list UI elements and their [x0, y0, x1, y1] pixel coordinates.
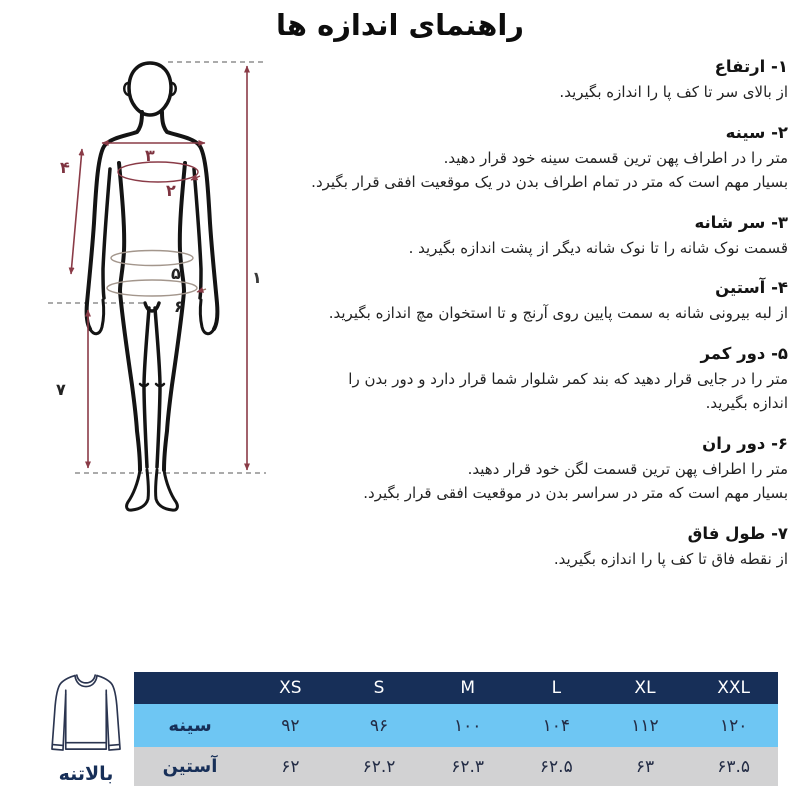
reference-dashed-lines [48, 62, 266, 473]
section-heading: ۷- طول فاق [687, 523, 788, 543]
section-heading: ۶- دور ران [702, 433, 788, 453]
page-title: راهنمای اندازه ها [275, 8, 524, 42]
garment-label: بالاتنه [58, 763, 114, 785]
table-cell: ۶۲.۳ [451, 756, 485, 777]
section-line: بسیار مهم است که متر در تمام اطراف بدن در یک موقعیت افقی قرار بگیرد. [311, 173, 788, 191]
human-body-outline [87, 63, 218, 510]
column-header-l: L [551, 678, 562, 698]
table-cell: ۱۰۰ [453, 715, 482, 736]
table-cell: ۶۲ [281, 756, 300, 777]
table-cell: ۹۶ [369, 715, 389, 736]
sleeve-arrow [71, 149, 82, 274]
label-4: ۴ [60, 158, 70, 177]
row-label-sleeve: آستین [162, 756, 218, 777]
label-7: ۷ [56, 380, 66, 399]
column-header-m: M [460, 678, 475, 698]
table-cell: ۶۲.۵ [539, 756, 573, 777]
section-line: متر را اطراف پهن ترین قسمت لگن خود قرار دهید. [467, 459, 788, 478]
section-line: متر را در اطراف پهن ترین قسمت سینه خود قرار دهید. [443, 148, 788, 167]
section-sleeve [296, 275, 788, 326]
measurement-instructions [296, 54, 788, 586]
section-line: از لبه بیرونی شانه به سمت پایین روی آرنج و تا استخوان مچ اندازه بگیرید. [328, 304, 788, 322]
row-label-chest: سینه [168, 715, 212, 736]
size-table-header-row [134, 672, 778, 704]
column-header-s: S [373, 678, 385, 698]
body-measurement-diagram [40, 55, 275, 520]
table-cell: ۶۳ [635, 756, 655, 777]
section-waist [296, 341, 788, 416]
section-heading: ۱- ارتفاع [714, 57, 788, 76]
chest-row [134, 704, 778, 747]
label-5: ۵ [171, 264, 181, 283]
section-chest [296, 120, 788, 195]
section-thigh [296, 431, 788, 506]
table-cell: ۶۲.۲ [362, 756, 396, 777]
table-cell: ۶۳.۵ [717, 756, 751, 777]
section-heading: ۳- سر شانه [694, 212, 788, 232]
label-6: ۶ [174, 297, 184, 316]
section-height [296, 54, 788, 105]
section-line: از نقطه فاق تا کف پا را اندازه بگیرید. [553, 549, 788, 568]
section-heading: ۲- سینه [725, 122, 788, 142]
label-3: ۳ [145, 146, 155, 165]
human-figure-diagram [40, 55, 275, 520]
section-line: اندازه بگیرید. [705, 394, 788, 412]
column-header-xxl: XXL [717, 678, 751, 698]
label-1: ۱ [252, 268, 262, 287]
section-heading: ۴- آستین [715, 278, 788, 297]
garment-type [42, 670, 130, 790]
sweater-icon [44, 670, 128, 762]
section-rise [296, 521, 788, 572]
label-2: ۲ [166, 181, 176, 200]
table-cell: ۱۲۰ [719, 715, 748, 736]
section-line: بسیار مهم است که متر در سراسر بدن در موقعیت افقی قرار بگیرد. [363, 484, 788, 502]
section-shoulder [296, 210, 788, 261]
size-table [134, 672, 778, 786]
section-line: متر را در جایی قرار دهید که بند کمر شلوار شما قرار دارد و دور بدن را [348, 369, 788, 388]
table-cell: ۱۱۲ [631, 715, 659, 736]
column-header-xl: XL [634, 678, 656, 698]
section-line: قسمت نوک شانه را تا نوک شانه دیگر از پشت اندازه بگیرید . [408, 238, 788, 257]
section-line: از بالای سر تا کف پا را اندازه بگیرید. [559, 83, 788, 101]
table-cell: ۱۰۴ [542, 715, 571, 736]
column-header-xs: XS [279, 678, 302, 698]
sleeve-row [134, 747, 778, 786]
section-heading: ۵- دور کمر [700, 343, 788, 363]
table-cell: ۹۲ [281, 715, 300, 736]
